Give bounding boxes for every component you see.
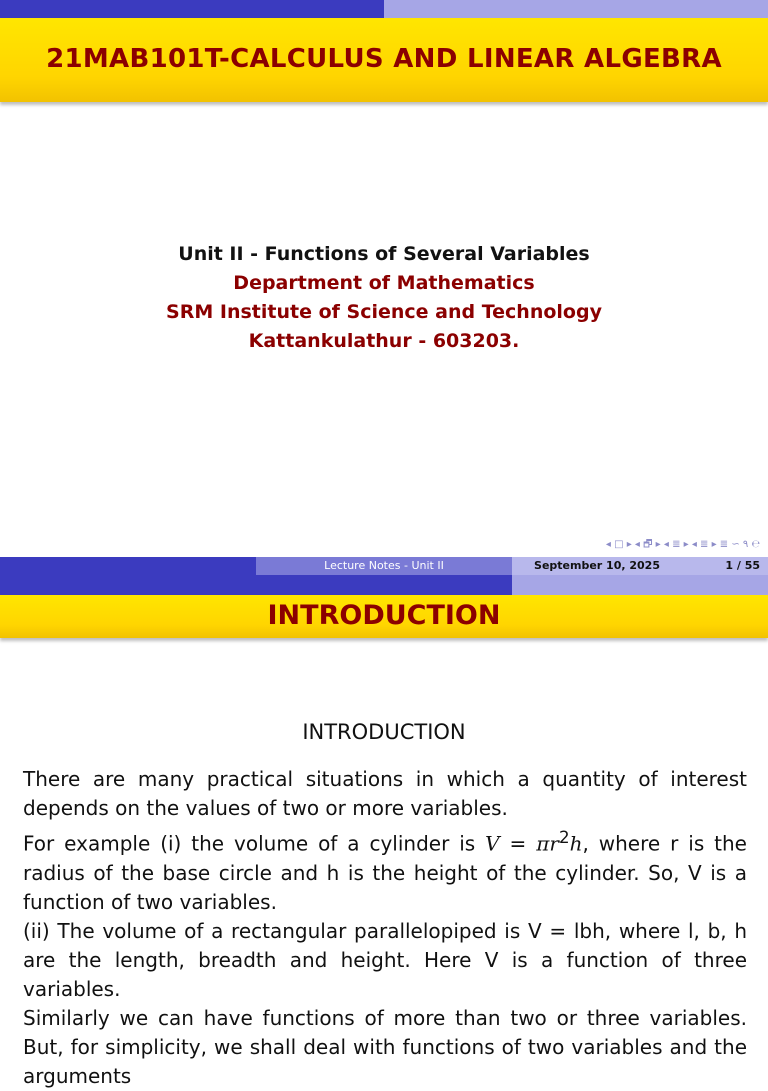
section-subheading: INTRODUCTION (302, 720, 466, 744)
exponent-2: 2 (558, 828, 570, 847)
frame-title: INTRODUCTION (267, 600, 501, 631)
top-header-bar-right (384, 0, 768, 18)
beamer-navigation-icons[interactable]: ◂ □ ▸ ◂ 🗗 ▸ ◂ ≣ ▸ ◂ ≣ ▸ ≣ ∽ ۹ ℮ (605, 539, 760, 550)
radius-symbol: r (549, 831, 559, 856)
introduction-slide (0, 595, 768, 1088)
department-name: Department of Mathematics (233, 272, 535, 294)
top-header-bar-left (0, 0, 384, 18)
paragraph-2-end: , where r is the radius of the base circle and h is the height of the cylinder. So, V is a function of two variables. (23, 831, 747, 914)
paragraph-2-start: For example (i) the volume of a cylinder is (23, 831, 486, 856)
footer-middle-lower-block (256, 575, 512, 595)
unit-title: Unit II - Functions of Several Variables (178, 243, 590, 265)
institute-name: SRM Institute of Science and Technology (166, 301, 602, 323)
footer-right-lower-block (512, 575, 768, 595)
height-symbol: h (569, 831, 583, 856)
top-header-bar (0, 0, 768, 18)
footer-left-block (0, 557, 256, 595)
cylinder-volume-formula: V (485, 831, 500, 856)
paragraph-4: Similarly we can have functions of more than two or three variables. But, for simplicity, we shall deal with functions of two variables and the arguments (23, 1005, 747, 1088)
paragraph-2: For example (i) the volume of a cylinder is $V = \pi r^2h$, where r is the radius of the base circle and h is the height of the cylinder. So, V is a function of two variables. (23, 828, 747, 914)
footer-date: September 10, 2025 (534, 559, 660, 572)
institute-location: Kattankulathur - 603203. (248, 330, 520, 352)
footer-title: Lecture Notes - Unit II (324, 559, 444, 572)
paragraph-1: There are many practical situations in which a quantity of interest depends on the values of two or more variables. (23, 767, 747, 820)
course-title: 21MAB101T-CALCULUS AND LINEAR ALGEBRA (46, 44, 722, 74)
footer-bar (0, 557, 768, 595)
paragraph-3: (ii) The volume of a rectangular parallelopiped is V = lbh, where l, b, h are the length, breadth and height. Here V is a function of three variables. (23, 918, 747, 1001)
course-title-bar (0, 18, 768, 102)
frame-title-bar (0, 595, 768, 638)
body-text (23, 765, 747, 1091)
pi-symbol: π (536, 831, 550, 856)
title-block (0, 240, 768, 356)
footer-page-number: 1 / 55 (725, 559, 760, 572)
